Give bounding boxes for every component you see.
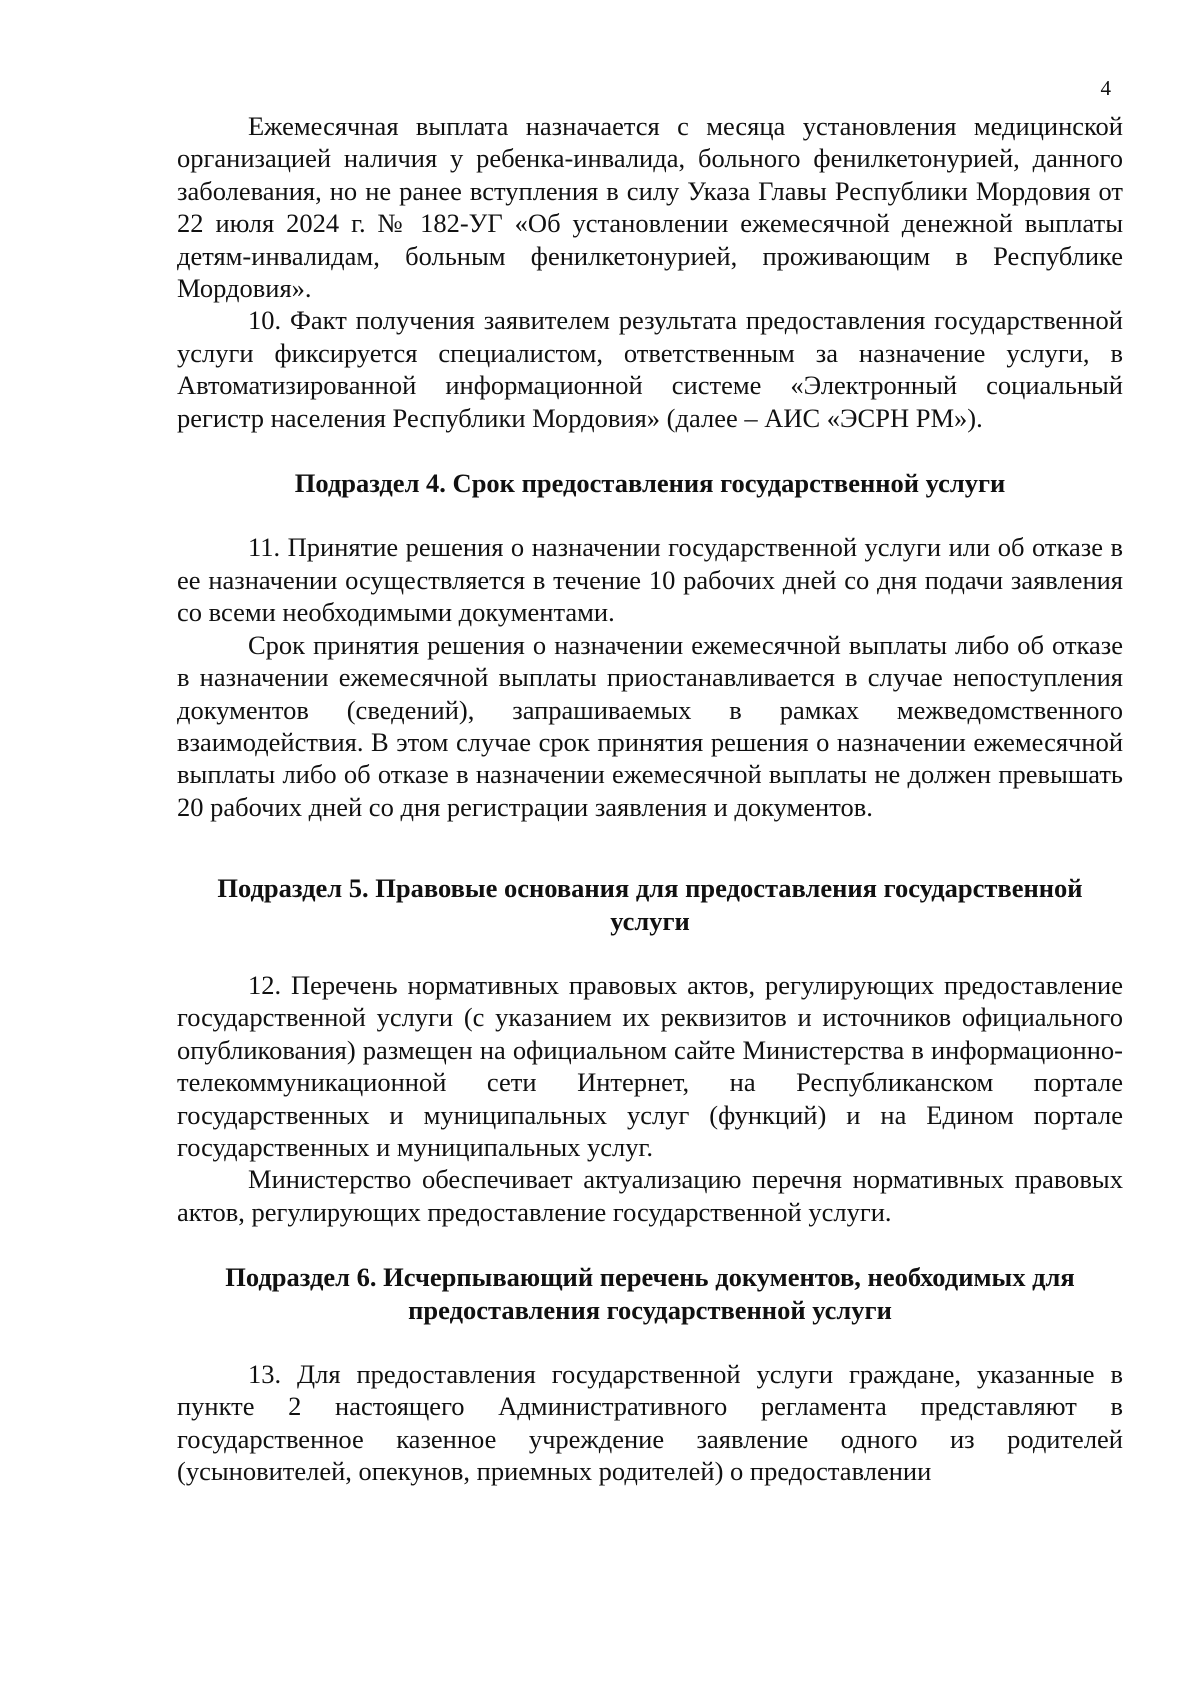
heading-subsection-4: Подраздел 4. Срок предоставления государственной услуги bbox=[294, 468, 1006, 499]
paragraph-decision-term: Срок принятия решения о назначении ежемесячной выплаты либо об отказе в назначении ежемесячной выплаты приостанавливается в случае непоступления документов (сведений), запрашиваемых в рамках межведомственного взаимодействия. В этом случае срок принятия решения о назначении ежемесячной выплаты либо об отказе в назначении ежемесячной выплаты не должен превышать 20 рабочих дней со дня регистрации заявления и документов. bbox=[177, 629, 1123, 822]
paragraph-monthly-payment: Ежемесячная выплата назначается с месяца установления медицинской организацией наличия у ребенка-инвалида, больного фенилкетонурией, данного заболевания, но не ранее вступления в силу Указа Главы Республики Мордовия от 22 июля 2024 г. № 182-УГ «Об установлении ежемесячной денежной выплаты детям-инвалидам, больным фенилкетонурией, проживающим в Республике Мордовия». bbox=[177, 111, 1123, 304]
paragraph-item-12: 12. Перечень нормативных правовых актов, регулирующих предоставление государственной услуги (с указанием их реквизитов и источников официального опубликования) размещен на официальном сайте Министерства в информационно-телекоммуникационной сети Интернет, на Республиканском портале государственных и муниципальных услуг (функций) и на Едином портале государственных и муниципальных услуг. bbox=[177, 969, 1123, 1162]
page-number: 4 bbox=[1100, 76, 1111, 100]
heading-subsection-5: Подраздел 5. Правовые основания для предоставления государственной услуги bbox=[217, 873, 1083, 936]
heading-subsection-6: Подраздел 6. Исчерпывающий перечень документов, необходимых для предоставления государственной услуги bbox=[225, 1262, 1075, 1325]
document-body bbox=[177, 110, 1123, 1488]
paragraph-ministry-updates: Министерство обеспечивает актуализацию перечня нормативных правовых актов, регулирующих предоставление государственной услуги. bbox=[177, 1164, 1123, 1227]
paragraph-item-11: 11. Принятие решения о назначении государственной услуги или об отказе в ее назначении осуществляется в течение 10 рабочих дней со дня подачи заявления со всеми необходимыми документами. bbox=[177, 532, 1123, 628]
paragraph-item-10: 10. Факт получения заявителем результата предоставления государственной услуги фиксируется специалистом, ответственным за назначение услуги, в Автоматизированной информационной системе «Электронный социальный регистр населения Республики Мордовия» (далее – АИС «ЭСРН РМ»). bbox=[177, 305, 1123, 433]
paragraph-item-13: 13. Для предоставления государственной услуги граждане, указанные в пункте 2 настоящего Административного регламента представляют в государственное казенное учреждение заявление одного из родителей (усыновителей, опекунов, приемных родителей) о предоставлении bbox=[177, 1359, 1123, 1487]
